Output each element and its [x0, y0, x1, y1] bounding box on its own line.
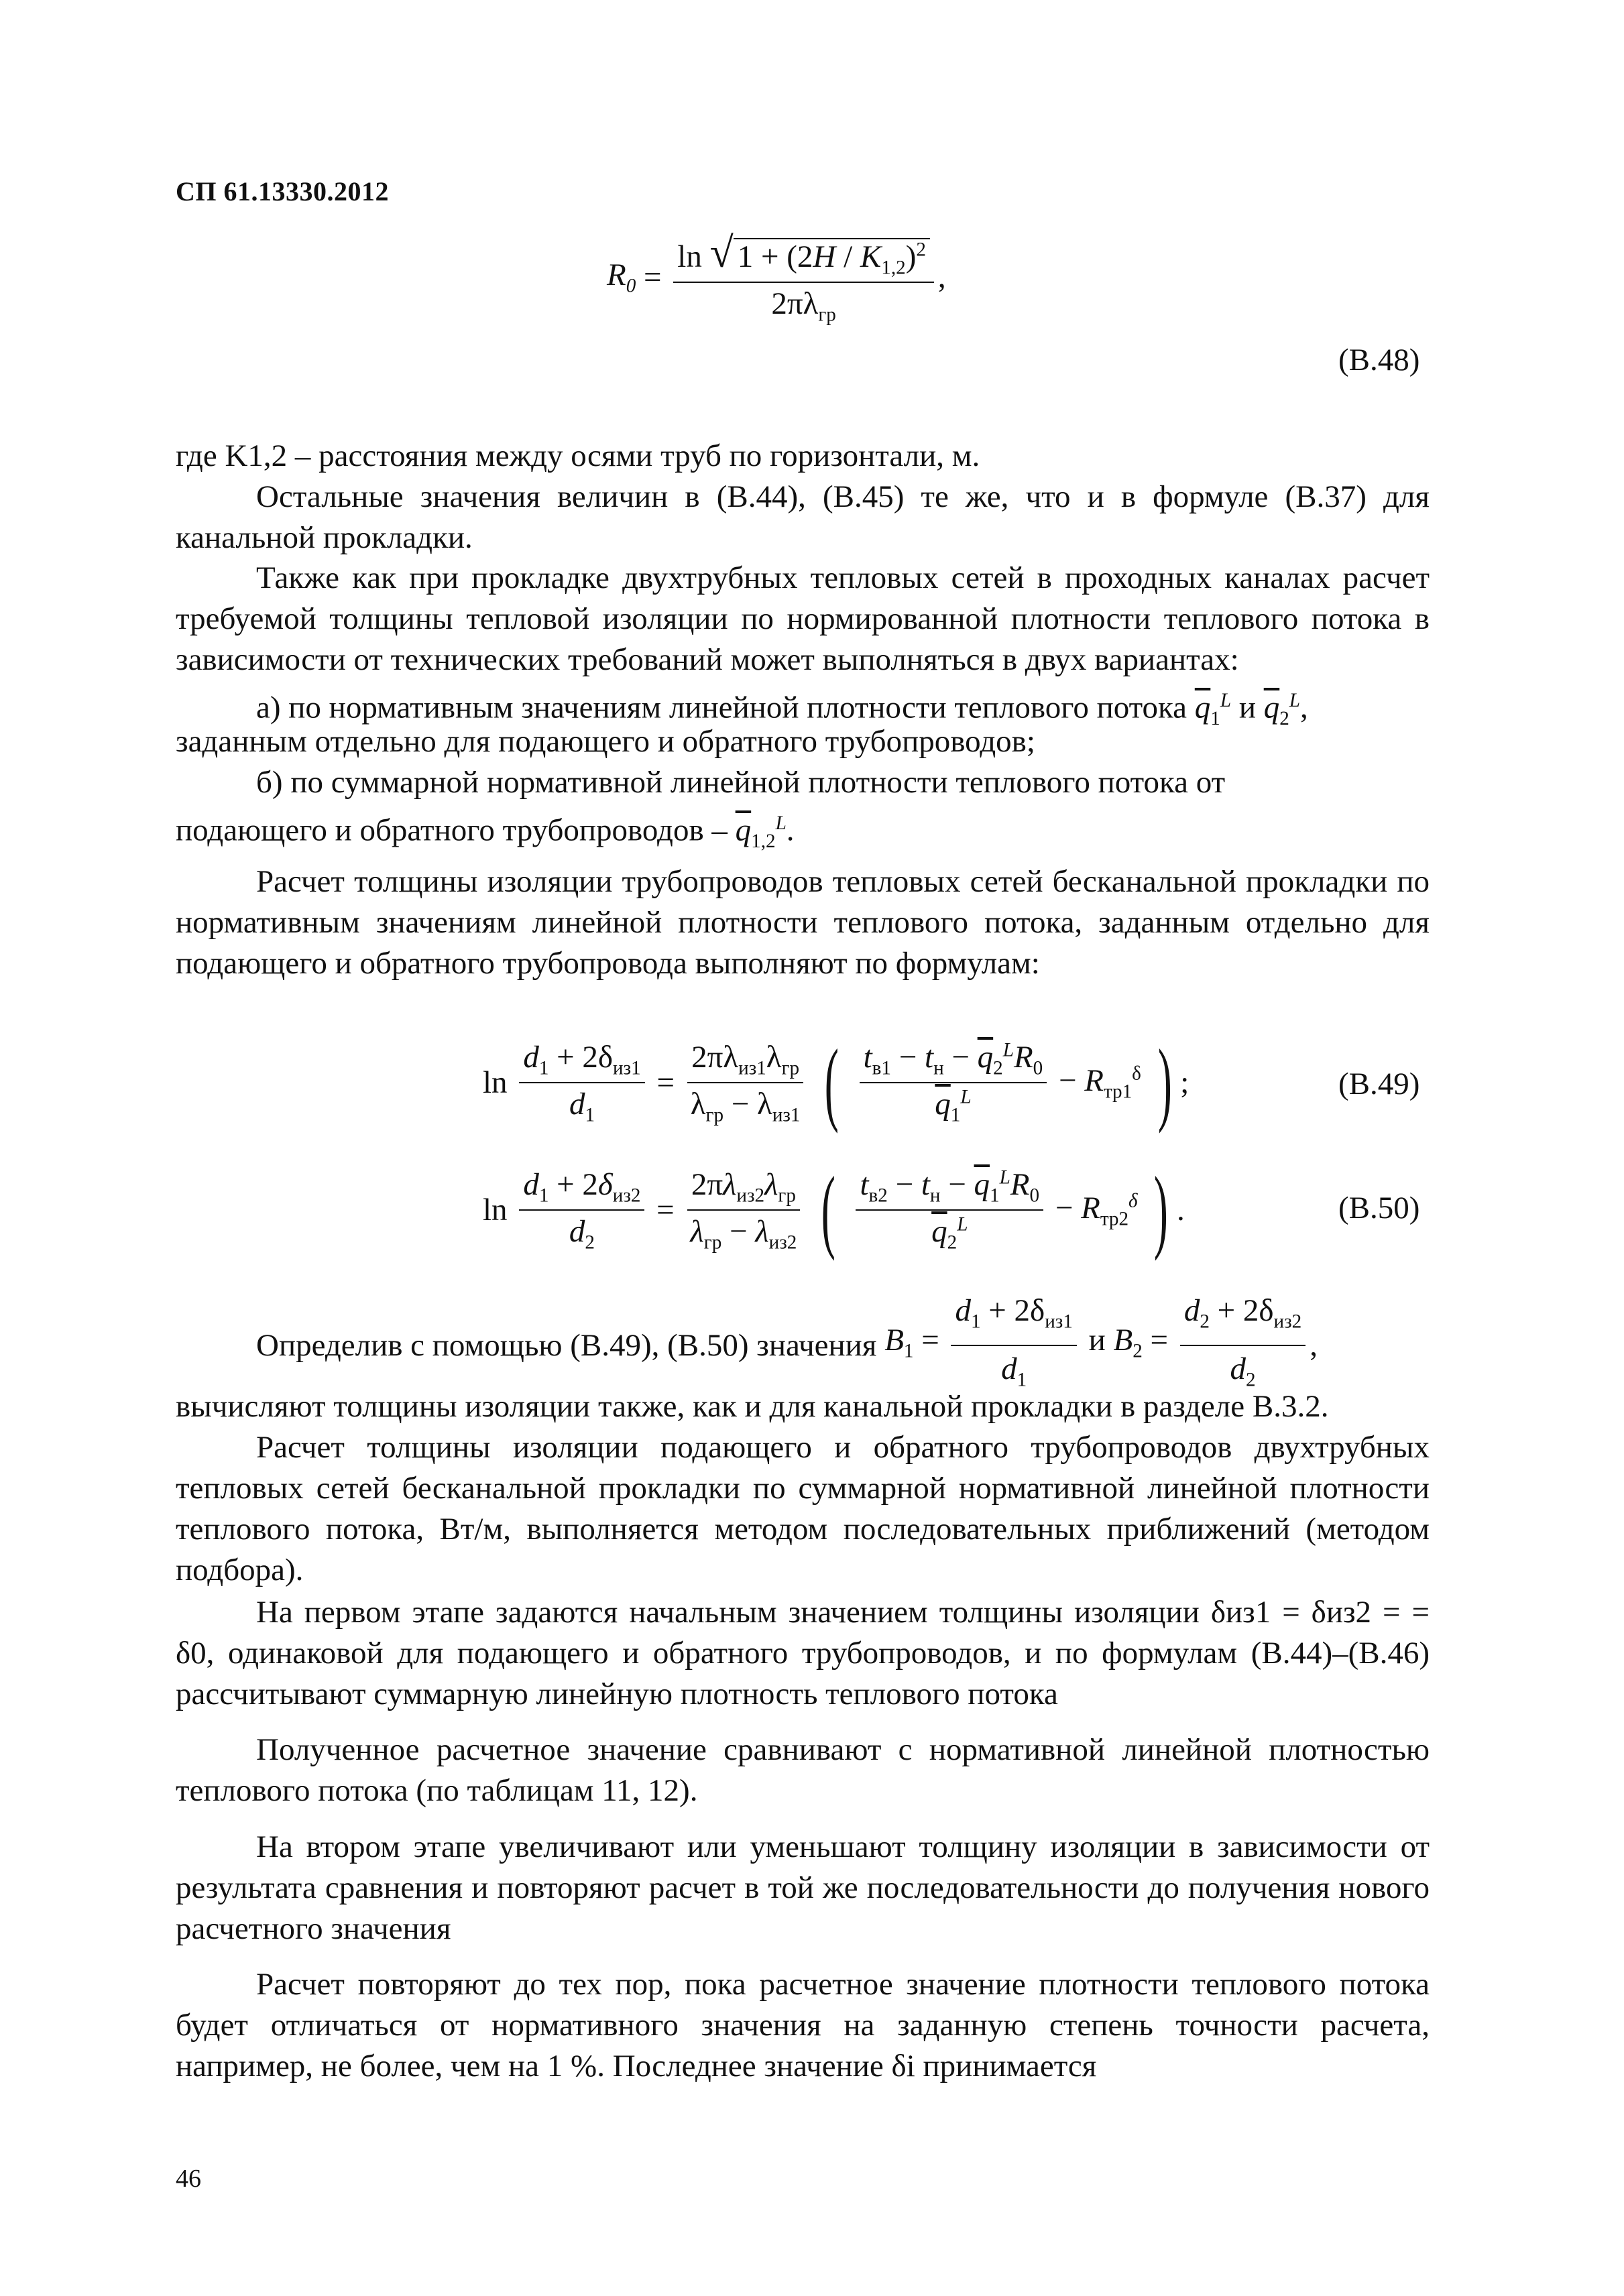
paragraph-bezkanal: Расчет толщины изоляции трубопроводов тепловых сетей бесканальной прокладки по нормативным значениям линейной плотности теплового потока, заданным отдельно для подающего и обратного трубопровода выполняют по формулам:: [176, 864, 1430, 981]
equation-number-b50: (В.50): [1338, 1191, 1420, 1225]
list-item-b-cont: подающего и обратного трубопроводов – $\overline{q}_{1,2}^L$.: [176, 812, 795, 853]
formula-b50: ln $\frac{d_1 + 2\delta_{из2}}{d_2}$ = $\frac{2\pi\lambda_{из2}\lambda_{гр}}{\lambda_{гр} - \lambda_{из2}}$ ( $\frac{t_{в2} - t_н - \overline{q}_1^LR_0}{\overline{q}_2^L}$ − $R_{тр2}^\delta$ ) .: [483, 1158, 1185, 1262]
equation-number-b49: (В.49): [1338, 1067, 1420, 1101]
paragraph-two-variants: Также как при прокладке двухтрубных тепловых сетей в проходных каналах расчет требуемой толщины тепловой изоляции по нормированной плотности теплового потока в зависимости от технических требований может выполняться в двух вариантах:: [176, 560, 1430, 677]
list-item-a-text: а) по нормативным значениям линейной плотности теплового потока: [256, 690, 1187, 725]
paragraph-determine-b-text: Определив с помощью (В.49), (В.50) значения: [256, 1327, 877, 1363]
paragraph-second-stage: На втором этапе увеличивают или уменьшают толщину изоляции в зависимости от результата сравнения и повторяют расчет в той же последовательности до получения нового расчетного значения: [176, 1829, 1430, 1946]
paragraph-other-values: Остальные значения величин в (В.44), (В.45) те же, что и в формуле (В.37) для канальной прокладки.: [176, 479, 1430, 555]
paragraph-k-definition: где K1,2 – расстояния между осями труб по горизонтали, м.: [176, 438, 980, 473]
formula-b49: ln $\frac{d_1 + 2\delta_{из1}}{d_1}$ = $\frac{2\pi\lambda_{из1}\lambda_{гр}}{\lambda_{гр} - \lambda_{из1}}$ ( $\frac{t_{в1} - t_н - \overline{q}_2^LR_0}{\overline{q}_1^L}$ − $R_{тр1}^\delta$ ) ;: [483, 1030, 1190, 1134]
paragraph-repeat: Расчет повторяют до тех пор, пока расчетное значение плотности теплового потока будет отличаться от нормативного значения на заданную степень точности расчета, например, не более, чем на 1 %. Последнее значение δi принимается: [176, 1967, 1430, 2083]
list-item-b: б) по суммарной нормативной линейной плотности теплового потока от: [256, 765, 1226, 800]
equation-number-b48: (В.48): [1338, 343, 1420, 377]
paragraph-calc-thickness: вычисляют толщины изоляции также, как и для канальной прокладки в разделе В.3.2.: [176, 1389, 1329, 1424]
list-item-a-cont: заданным отдельно для подающего и обратного трубопроводов;: [176, 724, 1035, 759]
paragraph-determine-b: Определив с помощью (В.49), (В.50) значения $B_1$ = $\frac{d_1 + 2\delta_{из1}}{d_1}$ и $B_2$ = $\frac{d_2 + 2\delta_{из2}}{d_2}$ ,: [176, 1290, 1430, 1401]
paragraph-total-density: Расчет толщины изоляции подающего и обратного трубопроводов двухтрубных тепловых сетей бесканальной прокладки по суммарной нормативной линейной плотности теплового потока, Вт/м, выполняется методом последовательных приближений (методом подбора).: [176, 1430, 1430, 1587]
list-item-b-text: подающего и обратного трубопроводов –: [176, 812, 728, 848]
paragraph-first-stage: На первом этапе задаются начальным значением толщины изоляции δиз1 = δиз2 = = δ0, одинаковой для подающего и обратного трубопроводов, и по формулам (В.44)–(В.46) рассчитывают суммарную линейную плотность теплового потока: [176, 1595, 1430, 1711]
formula-b48: $R_0$ = $\frac{\ln √ 1 + (2H / K_{1,2})^2}{2\pi\lambda_{гр}}$ ,: [607, 229, 946, 326]
paragraph-compare: Полученное расчетное значение сравнивают с нормативной линейной плотностью теплового потока (по таблицам 11, 12).: [176, 1732, 1430, 1808]
document-header: СП 61.13330.2012: [176, 176, 389, 206]
list-item-a: а) по нормативным значениям линейной плотности теплового потока $\overline{q}_1^L$ и $\overline{q}_2^L$,: [256, 690, 1308, 730]
page-number: 46: [176, 2165, 201, 2193]
